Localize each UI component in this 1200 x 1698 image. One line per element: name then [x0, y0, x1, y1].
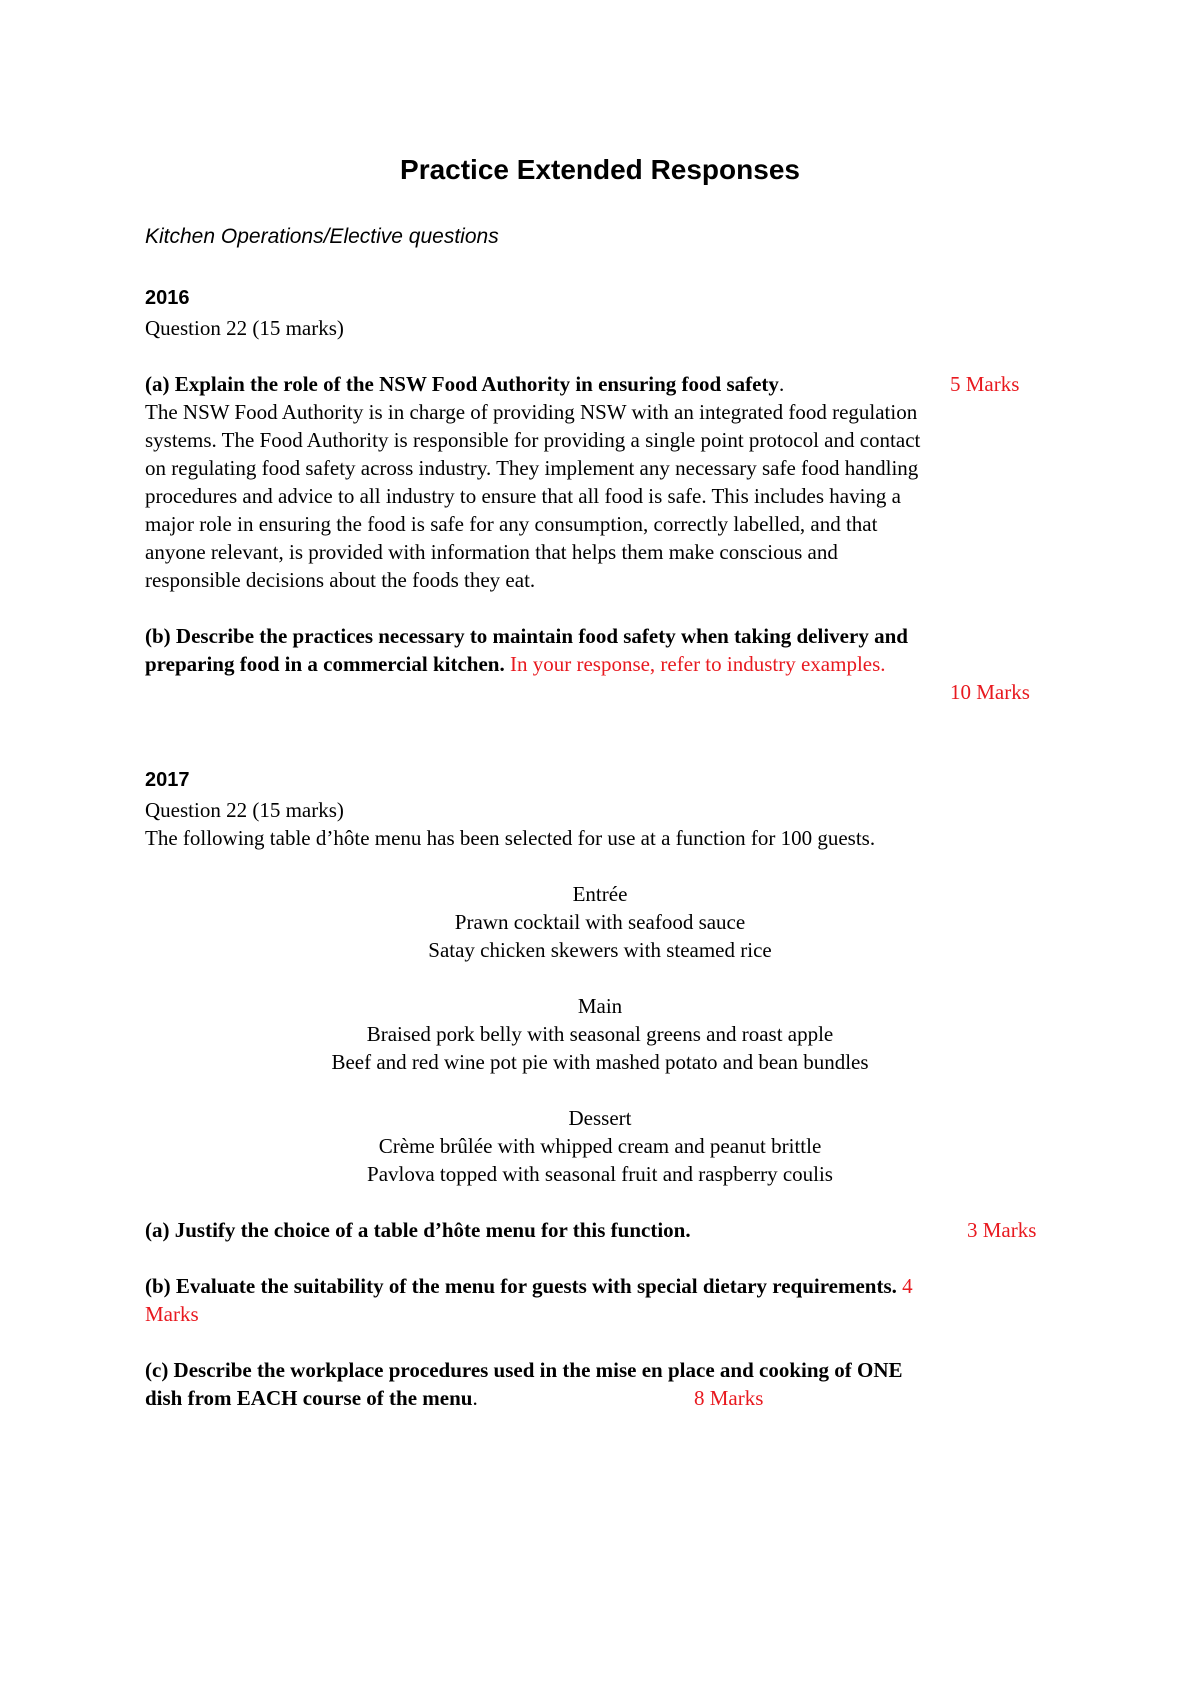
answer-line: anyone relevant, is provided with information that helps them make conscious and	[145, 540, 838, 564]
menu-item: Satay chicken skewers with steamed rice	[428, 938, 772, 962]
part-a-period: .	[778, 372, 785, 396]
year-heading-2017: 2017	[145, 769, 190, 791]
part-b-instruction: In your response, refer to industry examples.	[504, 652, 886, 676]
answer-line: responsible decisions about the foods they eat.	[145, 568, 536, 592]
menu-item: Braised pork belly with seasonal greens and roast apple	[366, 1022, 834, 1046]
part-b-prompt-line1: (b) Describe the practices necessary to maintain food safety when taking delivery and	[145, 624, 908, 648]
question-2017-part-a: (a) Justify the choice of a table d’hôte menu for this function.	[145, 1218, 691, 1242]
part-b-marks-number: 4	[896, 1274, 913, 1298]
menu-item: Pavlova topped with seasonal fruit and raspberry coulis	[367, 1162, 833, 1186]
answer-line: on regulating food safety across industry. They implement any necessary safe food handling	[145, 456, 919, 480]
part-c-marks: 8 Marks	[694, 1386, 764, 1410]
part-a-answer	[145, 398, 1045, 594]
menu-intro: The following table d’hôte menu has been selected for use at a function for 100 guests.	[145, 826, 876, 850]
answer-line: systems. The Food Authority is responsible for providing a single point protocol and contact	[145, 428, 921, 452]
answer-line: major role in ensuring the food is safe for any consumption, correctly labelled, and that	[145, 512, 878, 536]
menu-entree-heading: Entrée	[572, 882, 628, 906]
part-c-period: .	[472, 1386, 478, 1410]
part-c-prompt: dish from EACH course of the menu	[145, 1386, 473, 1410]
menu-main-heading: Main	[577, 994, 623, 1018]
question-label-2016: Question 22 (15 marks)	[145, 316, 344, 340]
answer-line: procedures and advice to all industry to ensure that all food is safe. This includes having a	[145, 484, 901, 508]
page-subtitle: Kitchen Operations/Elective questions	[145, 225, 499, 248]
menu-item: Prawn cocktail with seafood sauce	[454, 910, 746, 934]
question-2016-part-a	[145, 370, 784, 398]
part-b-marks-word: Marks	[145, 1302, 199, 1326]
part-a-prompt: (a) Explain the role of the NSW Food Authority in ensuring food safety	[145, 372, 779, 396]
part-a-marks: 3 Marks	[967, 1218, 1037, 1242]
question-2017-part-c-line1: (c) Describe the workplace procedures used in the mise en place and cooking of ONE	[145, 1358, 903, 1382]
question-2017-part-b	[145, 1272, 913, 1300]
part-b-prompt-bold: preparing food in a commercial kitchen.	[145, 652, 505, 676]
part-b-marks: 10 Marks	[950, 680, 1030, 704]
question-label-2017: Question 22 (15 marks)	[145, 798, 344, 822]
menu-item: Crème brûlée with whipped cream and peanut brittle	[378, 1134, 822, 1158]
part-a-marks: 5 Marks	[950, 372, 1020, 396]
answer-line: The NSW Food Authority is in charge of providing NSW with an integrated food regulation	[145, 400, 918, 424]
part-b-prompt: (b) Evaluate the suitability of the menu for guests with special dietary requirements.	[145, 1274, 897, 1298]
question-2017-part-c-line2	[145, 1384, 478, 1412]
year-heading-2016: 2016	[145, 287, 190, 309]
menu-dessert-heading: Dessert	[568, 1106, 632, 1130]
part-b-prompt-line2	[145, 650, 886, 678]
page-title: Practice Extended Responses	[400, 154, 800, 185]
menu-item: Beef and red wine pot pie with mashed potato and bean bundles	[331, 1050, 869, 1074]
